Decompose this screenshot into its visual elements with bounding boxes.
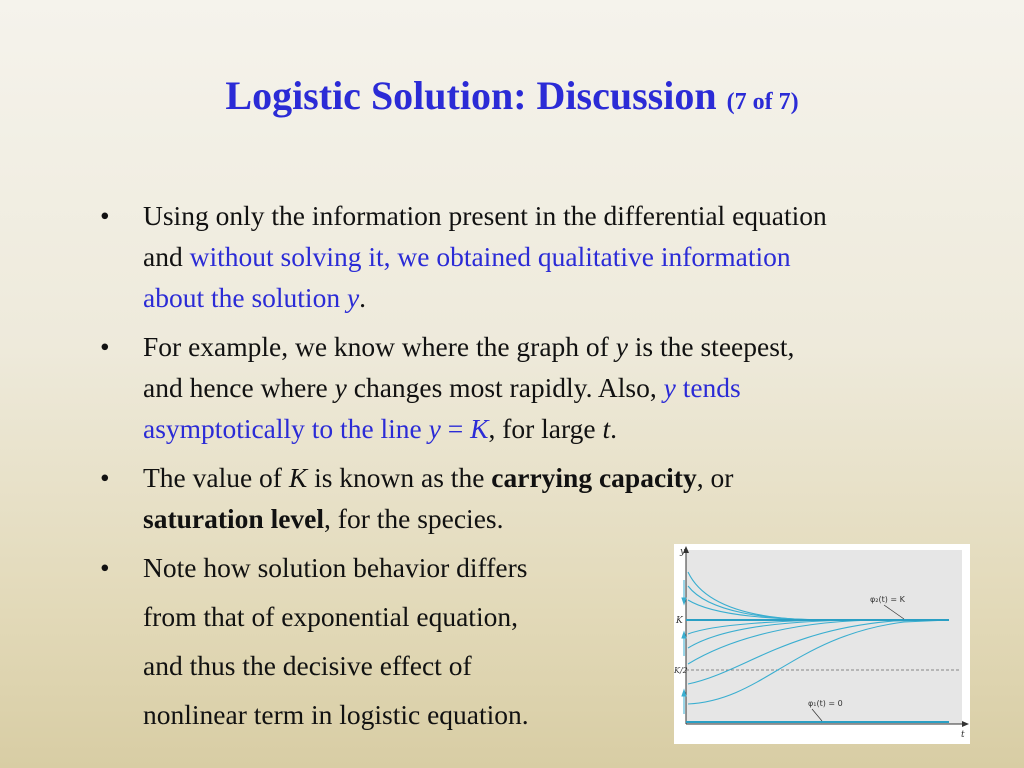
- text: Using only the information present in the differential equation: [143, 200, 827, 231]
- var-k: K: [470, 413, 489, 444]
- bullet-marker: •: [100, 462, 110, 493]
- bold-term: carrying capacity: [491, 462, 697, 493]
- text: , or: [696, 462, 734, 493]
- bullet-marker: •: [100, 200, 110, 231]
- var-k: K: [288, 462, 308, 493]
- bullet-2-line-2: [143, 367, 741, 408]
- text: .: [610, 413, 618, 444]
- text: , for large: [488, 413, 603, 444]
- bullet-2-line-3: [143, 408, 617, 449]
- highlight-text: =: [440, 413, 471, 444]
- direction-arrows: [682, 580, 686, 714]
- phi1-label: φ₁(t) = 0: [808, 699, 843, 708]
- k-label: K: [676, 616, 683, 626]
- bullet-3-line-1: [143, 457, 733, 498]
- title-main: Logistic Solution: Discussion: [225, 73, 727, 118]
- var-y: y: [663, 372, 676, 403]
- text: For example, we know where the graph of: [143, 331, 616, 362]
- bold-term: saturation level: [143, 503, 325, 534]
- bullet-1-line-2: [143, 236, 791, 277]
- text: is the steepest,: [627, 331, 795, 362]
- var-y: y: [334, 372, 347, 403]
- highlight-text: without solving it, we obtained qualitative information: [189, 241, 791, 272]
- highlight-text: tends: [675, 372, 741, 403]
- bullet-2-line-1: [143, 326, 794, 367]
- title-page-indicator: (7 of 7): [726, 89, 799, 115]
- plot-area: [686, 550, 962, 724]
- k-half-label: K/2: [674, 666, 688, 675]
- text: , for the species.: [324, 503, 504, 534]
- bullet-3-line-2: [143, 498, 503, 539]
- text: and: [143, 241, 190, 272]
- logistic-solutions-figure: [674, 544, 970, 744]
- bullet-4-line-1: Note how solution behavior differs: [143, 552, 528, 583]
- phi2-label: φ₂(t) = K: [870, 595, 905, 604]
- bullet-4-line-4: nonlinear term in logistic equation.: [143, 699, 529, 730]
- t-axis-label: t: [961, 730, 965, 740]
- bullet-4-line-2: from that of exponential equation,: [143, 601, 518, 632]
- var-y: y: [615, 331, 628, 362]
- var-y: y: [346, 282, 360, 313]
- y-axis-label: y: [680, 547, 686, 557]
- highlight-text: asymptotically to the line: [143, 413, 429, 444]
- var-y: y: [428, 413, 441, 444]
- var-t: t: [602, 413, 611, 444]
- t-axis-arrow: [962, 721, 969, 727]
- bullet-4-line-3: and thus the decisive effect of: [143, 650, 472, 681]
- bullet-marker: •: [100, 552, 110, 583]
- text: The value of: [143, 462, 289, 493]
- text: .: [359, 282, 367, 313]
- text: changes most rapidly. Also,: [346, 372, 664, 403]
- highlight-text: about the solution: [143, 282, 347, 313]
- bullet-1-line-3: [143, 277, 366, 318]
- bullet-marker: •: [100, 331, 110, 362]
- text: and hence where: [143, 372, 335, 403]
- bullet-1-line-1: [143, 195, 827, 236]
- text: is known as the: [307, 462, 492, 493]
- figure-svg: [674, 544, 970, 744]
